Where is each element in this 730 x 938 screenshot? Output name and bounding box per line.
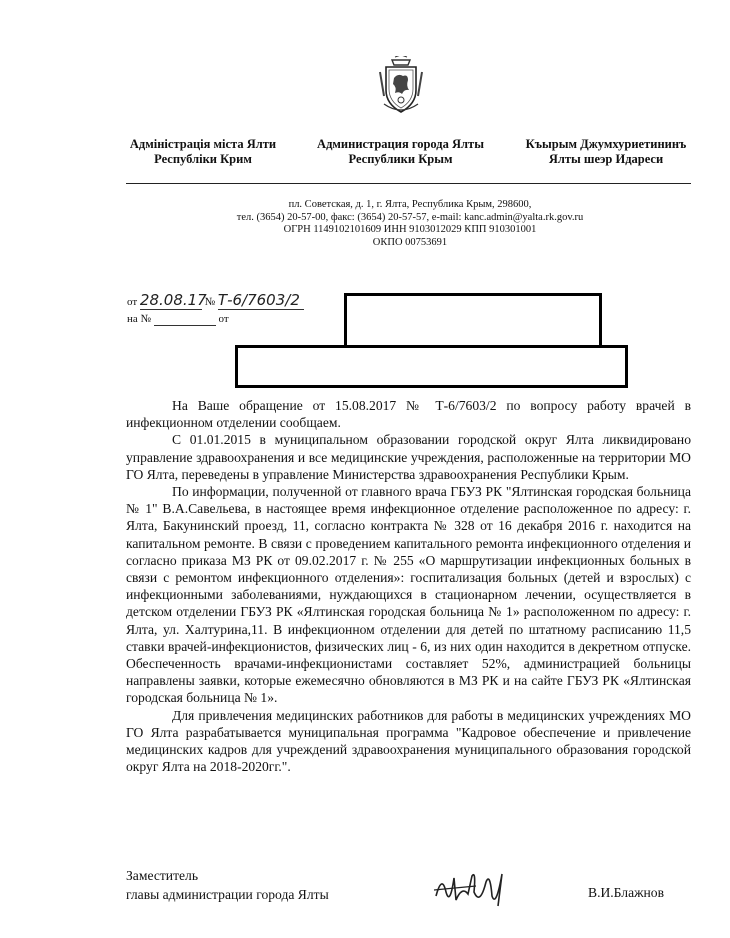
reply-number-blank xyxy=(154,313,216,326)
contacts-block xyxy=(200,199,620,249)
header-ukrainian xyxy=(118,137,288,167)
header-russian xyxy=(298,137,503,167)
signatory-name: В.И.Блажнов xyxy=(588,885,665,900)
paragraph-2: С 01.01.2015 в муниципальном образовании городской округ Ялта ликвидировано управление здравоохранения и все медицинские учреждения, расположенные на территории МО ГО Ялта, переведены в управление Министерства здравоохранения Республики Крым. xyxy=(126,432,691,482)
contacts-registration: ОГРН 1149102101609 ИНН 9103012029 КПП 910301001 xyxy=(283,224,537,235)
letter-body xyxy=(126,397,691,775)
header-crimean-tatar-line1: Къырым Джумхуриетининъ xyxy=(525,137,687,151)
handwritten-signature xyxy=(432,866,522,912)
header-crimean-tatar-line2: Ялты шеэр Идареси xyxy=(548,152,664,166)
header-russian-line2: Республики Крым xyxy=(348,152,453,166)
handwritten-date: 28.08.17 xyxy=(139,291,207,309)
signatory-title-line2: главы администрации города Ялты xyxy=(126,887,329,902)
reply-number-label: на № xyxy=(127,313,152,325)
handwritten-number: Т-6/7603/2 xyxy=(218,291,304,310)
paragraph-4: Для привлечения медицинских работников для работы в медицинских учреждениях МО ГО Ялта разрабатывается муниципальная программа "Кадровое обеспечение и привлечение медицинских кадров для учреждений здравоохранения муниципального образования городской округ Ялта на 2018-2020гг.". xyxy=(126,707,691,775)
paragraph-1: На Ваше обращение от 15.08.2017 № Т-6/7603/2 по вопросу работу врачей в инфекционном отделении сообщаем. xyxy=(126,398,691,431)
header-russian-line1: Администрация города Ялты xyxy=(317,137,484,151)
from-label: от xyxy=(127,296,138,308)
header-crimean-tatar xyxy=(512,137,700,167)
paragraph-3: По информации, полученной от главного врача ГБУЗ РК "Ялтинская городская больница № 1" В.А.Савельева, в настоящее время инфекционное отделение расположенное по адресу: г. Ялта, Бакунинский проезд, 11, согласно контракта № 328 от 16 декабря 2016 г. находится на капитальном ремонте. В связи с проведением капитального ремонта инфекционного отделения и согласно приказа МЗ РК от 09.02.2017 г. № 255 «О маршрутизации инфекционных больных в связи с ремонтом инфекционного отделения»: госпитализация больных (детей и взрослых) с инфекционными заболеваниями, нуждающихся в стационарном лечении, осуществляется в детском отделении ГБУЗ РК «Ялтинская городская больница № 1» расположенном по адресу: г. Ялта, ул. Халтурина,11. В инфекционном отделении для детей по штатному расписанию 11,5 ставки врачей-инфекционистов, физических лиц - 6, из них один находится в декретном отпуске. Обеспеченность врачами-инфекционистами составляет 52%, администрацией больницы направлены заявки, которые ежемесячно обновляются в МЗ РК и на сайте ГБУЗ РК «Ялтинская городская больница № 1». xyxy=(126,484,691,706)
header-divider xyxy=(126,183,691,184)
header-ukrainian-line2: Республіки Крим xyxy=(154,152,252,166)
coat-of-arms-emblem xyxy=(378,56,424,116)
contacts-phone-email: тел. (3654) 20-57-00, факс: (3654) 20-57-57, e-mail: kanc.admin@yalta.rk.gov.ru xyxy=(236,211,584,223)
reply-from-label: от xyxy=(218,313,229,325)
number-label: № xyxy=(204,296,216,308)
redaction-box-address xyxy=(235,345,628,388)
signatory-title-line1: Заместитель xyxy=(126,868,199,883)
incoming-reference xyxy=(127,313,229,326)
contacts-address: пл. Советская, д. 1, г. Ялта, Республика Крым, 298600, xyxy=(288,199,532,210)
header-ukrainian-line1: Адміністрація міста Ялти xyxy=(129,137,277,151)
outgoing-reference xyxy=(127,291,304,310)
contacts-okpo: ОКПО 00753691 xyxy=(372,236,448,248)
signatory-title xyxy=(126,866,329,904)
redaction-box-recipient xyxy=(344,293,602,349)
